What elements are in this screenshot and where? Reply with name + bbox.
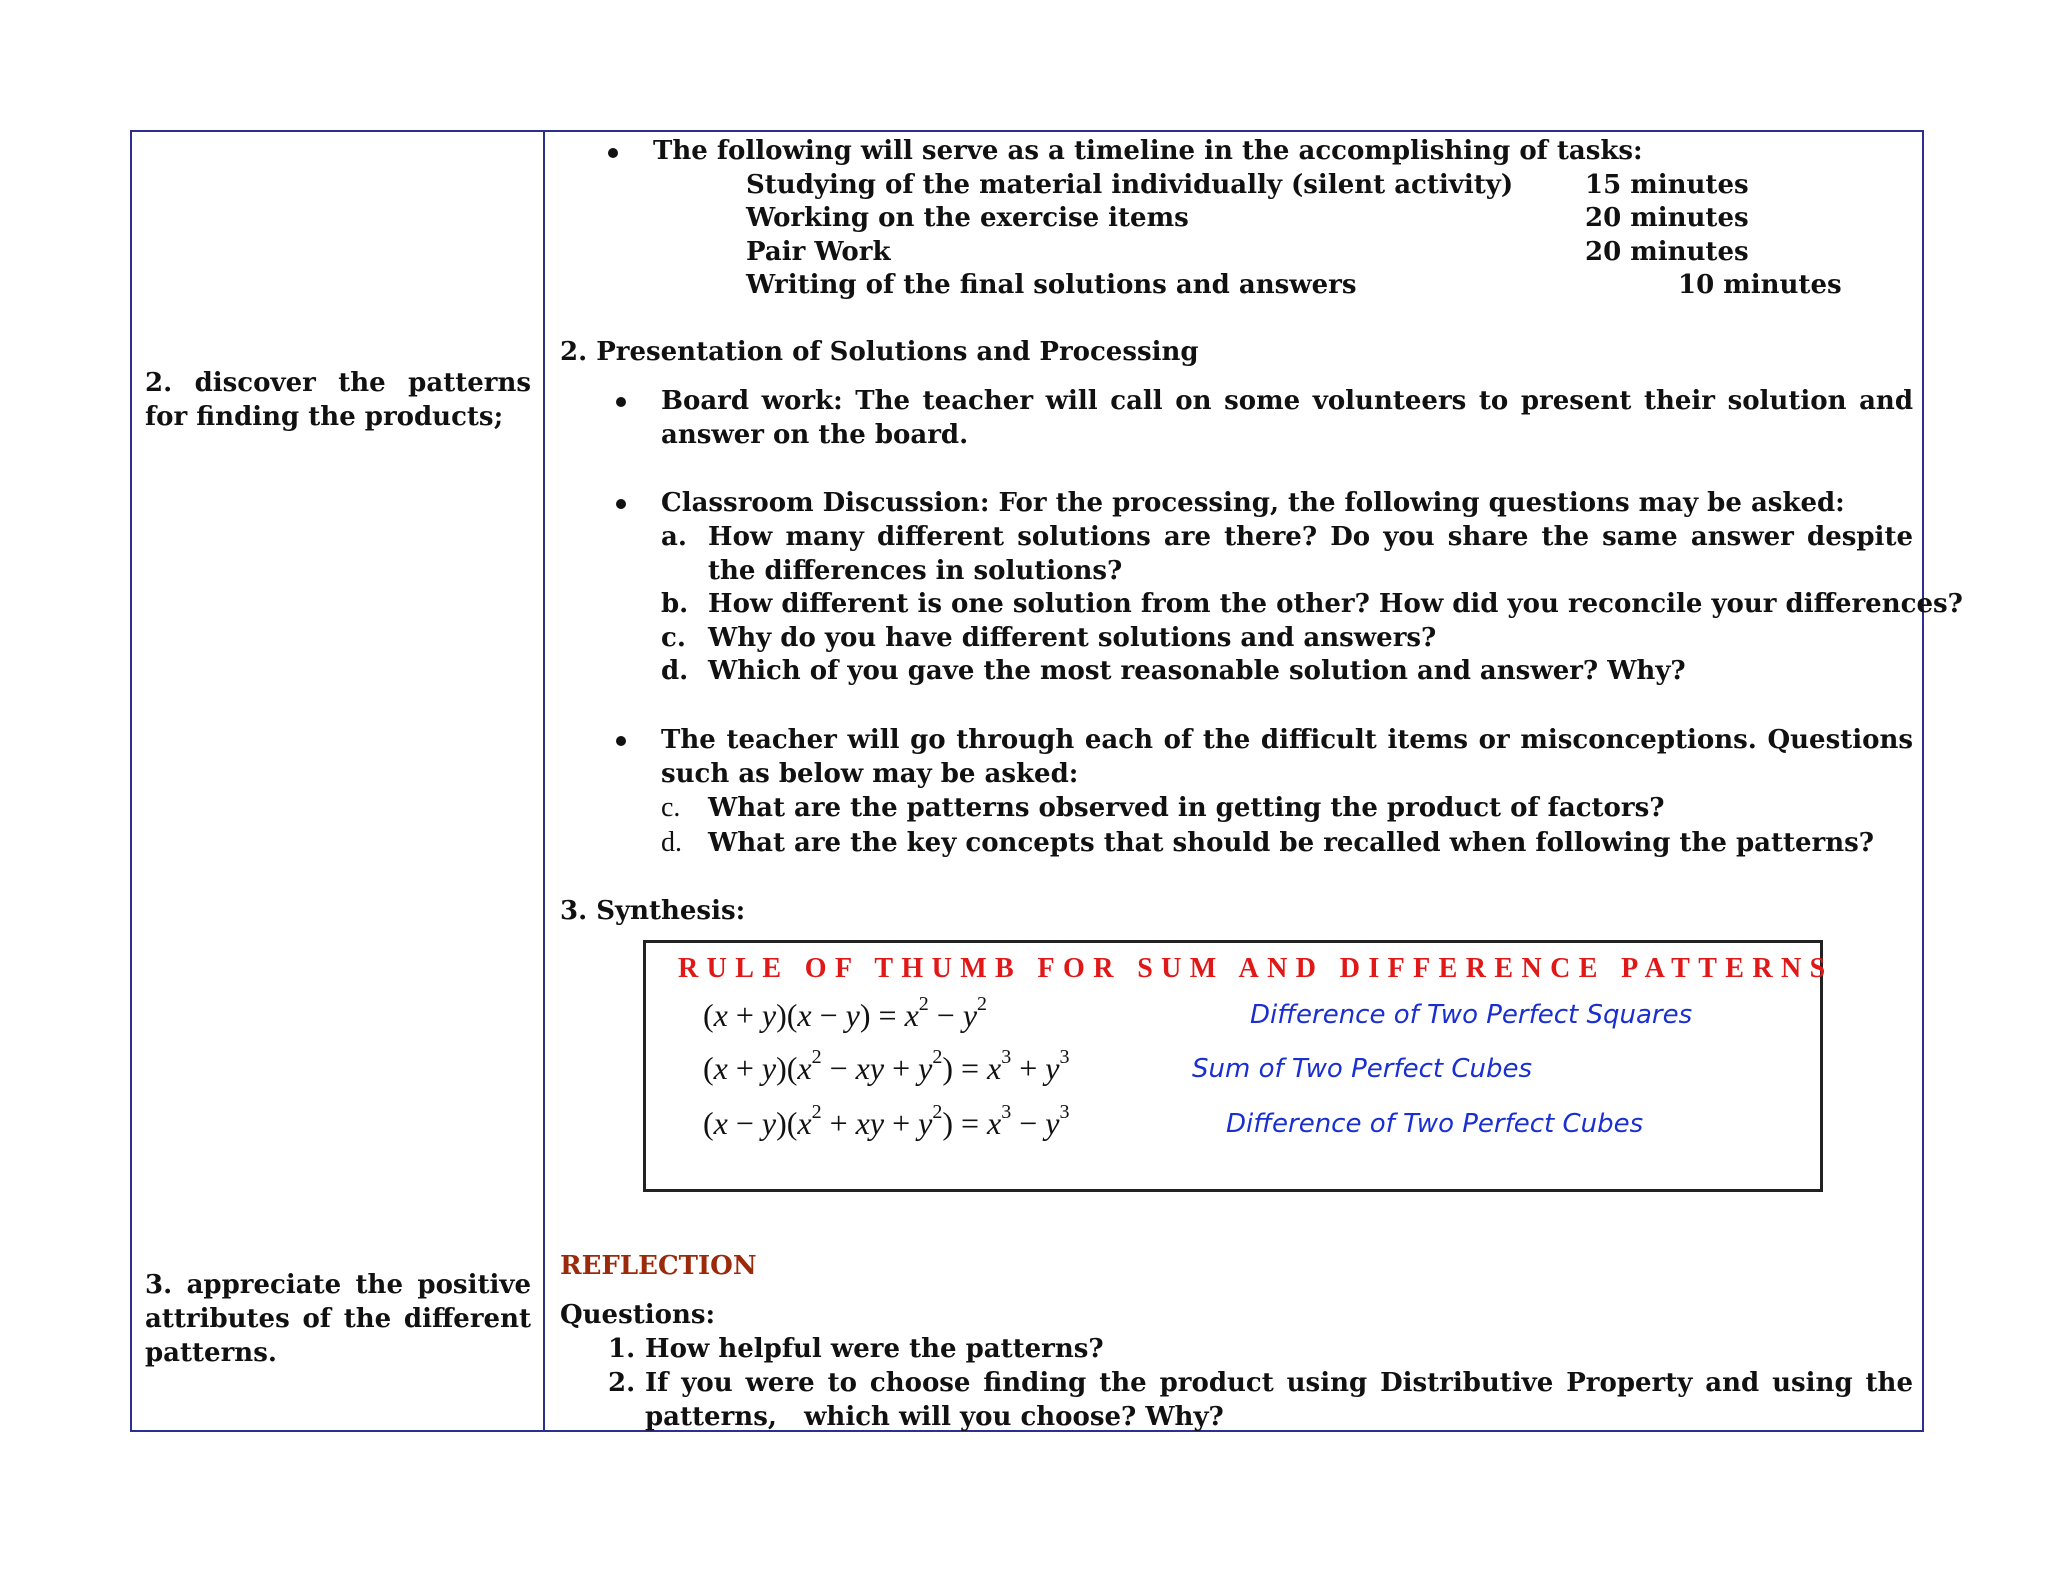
formula-difference-of-cubes: $(x - y)(x^2$ + xy + $y^2) = x^3 - y^3$ — [703, 1101, 1070, 1141]
objective-3: 3. appreciate the positive attributes of the different patterns. — [145, 1270, 531, 1368]
question-label: d. — [661, 827, 682, 858]
timeline-time: 20 minutes — [1585, 237, 1749, 267]
formula-difference-of-squares: $(x + y)(x - y) = x^2 - y^2$ — [703, 993, 988, 1033]
rule-of-thumb-title: RULE OF THUMB FOR SUM AND DIFFERENCE PATTERNS — [678, 953, 1834, 984]
timeline-task: Writing of the final solutions and answers — [746, 270, 1357, 300]
board-work-text: Board work: The teacher will call on some volunteers to present their solution and answer on the board. — [661, 386, 1913, 450]
objective-2: 2. discover the patterns for finding the products; — [145, 368, 531, 432]
pattern-name: Difference of Two Perfect Cubes — [1226, 1109, 1644, 1139]
discussion-intro: Classroom Discussion: For the processing, the following questions may be asked: — [661, 488, 1845, 518]
timeline-time: 15 minutes — [1585, 170, 1749, 200]
question-label: c. — [661, 623, 686, 653]
questions-label: Questions: — [560, 1300, 716, 1330]
timeline-task: Working on the exercise items — [746, 203, 1189, 233]
bullet-icon — [616, 736, 626, 746]
timeline-task: Studying of the material individually (silent activity) — [746, 170, 1514, 200]
bullet-icon — [608, 148, 618, 158]
presentation-heading: 2. Presentation of Solutions and Processing — [560, 337, 1199, 367]
question-label: a. — [661, 522, 687, 552]
question-label: c. — [661, 792, 681, 823]
pattern-name: Sum of Two Perfect Cubes — [1192, 1054, 1533, 1084]
difficult-intro: The teacher will go through each of the difficult items or misconceptions. Questions such as below may be asked: — [661, 725, 1913, 789]
question-text: How many different solutions are there? Do you share the same answer despite the differences in solutions? — [708, 522, 1913, 586]
reflection-question-text: How helpful were the patterns? — [645, 1334, 1104, 1364]
timeline-intro: The following will serve as a timeline in the accomplishing of tasks: — [653, 136, 1643, 166]
pattern-name: Difference of Two Perfect Squares — [1250, 1000, 1693, 1030]
timeline-task: Pair Work — [746, 237, 891, 267]
question-text: How different is one solution from the other? How did you reconcile your differences? — [708, 589, 1963, 619]
question-label: b. — [661, 589, 689, 619]
question-text: What are the patterns observed in getting the product of factors? — [708, 793, 1665, 823]
question-text: What are the key concepts that should be recalled when following the patterns? — [708, 828, 1875, 858]
question-text: Why do you have different solutions and answers? — [708, 623, 1437, 653]
reflection-question-text: If you were to choose finding the product using Distributive Property and using the patterns, which will you choose? Why? — [645, 1368, 1923, 1432]
formula-sum-of-cubes: $(x + y)(x^2$ − xy + $y^2) = x^3 + y^3$ — [703, 1046, 1070, 1086]
reflection-heading: REFLECTION — [560, 1251, 757, 1281]
bullet-icon — [616, 499, 626, 509]
question-label: d. — [661, 656, 689, 686]
timeline-time: 20 minutes — [1585, 203, 1749, 233]
timeline-time: 10 minutes — [1678, 270, 1842, 300]
reflection-question-label: 2. — [608, 1368, 636, 1398]
bullet-icon — [616, 397, 626, 407]
reflection-question-label: 1. — [608, 1334, 636, 1364]
synthesis-heading: 3. Synthesis: — [560, 896, 746, 926]
question-text: Which of you gave the most reasonable solution and answer? Why? — [708, 656, 1686, 686]
column-divider — [543, 130, 545, 1432]
